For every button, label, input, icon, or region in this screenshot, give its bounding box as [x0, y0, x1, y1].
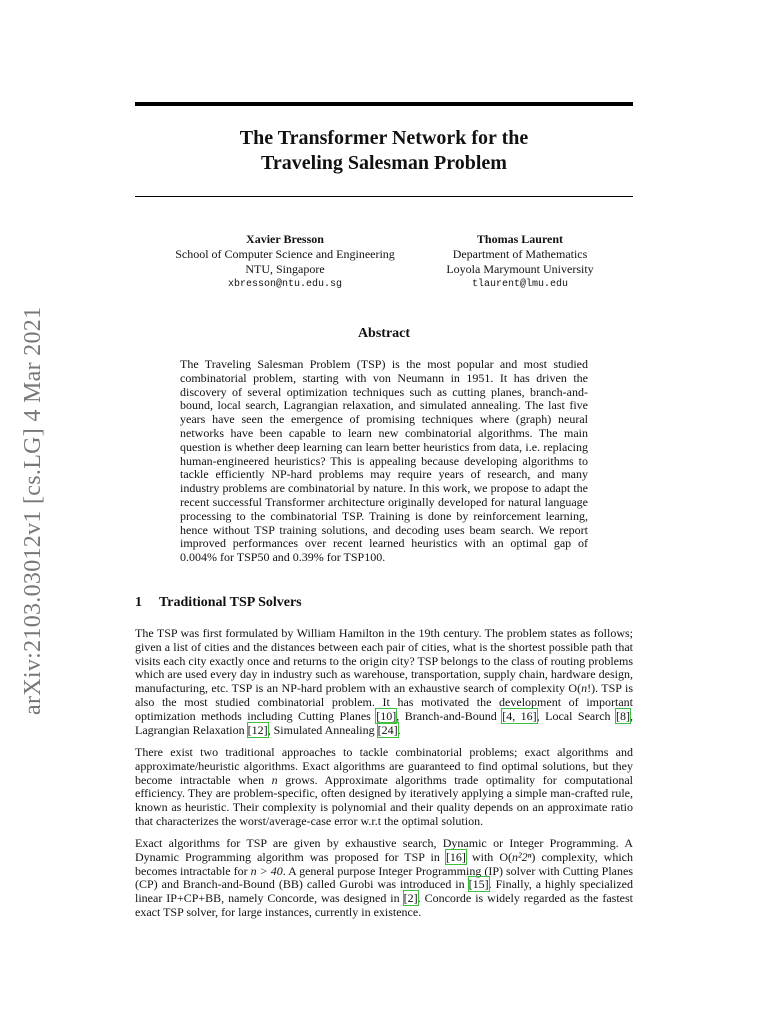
- title-line-1: The Transformer Network for the: [239, 127, 529, 149]
- paragraph-text: ) complexity, which becomes intractable for: [135, 849, 634, 878]
- section-title: Traditional TSP Solvers: [159, 595, 302, 610]
- author-block-2: [430, 232, 610, 292]
- paragraph-text: grows. Approximate algorithms trade optimality for computational efficiency. They are problem-specific, often designed by iteratively applying a simple man-crafted rule, known as heuristic. Their complexity is polynomial and their quality depends on an approximate ratio that characterizes the worst/average-case error w.r.t the optimal solution.: [135, 772, 633, 828]
- section-heading: [135, 595, 302, 611]
- title-line-2: Traveling Salesman Problem: [261, 152, 507, 174]
- paragraph-text: The TSP was first formulated by William Hamilton in the 19th century. The problem states as follows; given a list of cities and the distances between each pair of cities, what is the shortest possible path that visits each city exactly once and returns to the origin city? TSP belongs to the class of routing problems which are used every day in industry such as warehouse, transportation, supply chain, hardware design, manufacturing, etc. TSP is an NP-hard problem with an exhaustive search of complexity O(: [135, 626, 633, 696]
- section-number: 1: [135, 595, 142, 610]
- title-top-rule: [135, 102, 633, 106]
- paragraph-text: , Lagrangian Relaxation: [135, 708, 634, 737]
- citation-link[interactable]: [8]: [616, 708, 631, 723]
- math-inline: n: [581, 681, 588, 696]
- author-name: Xavier Bresson: [246, 232, 324, 246]
- math-inline: n: [271, 772, 278, 787]
- paragraph-text: , Simulated Annealing: [267, 722, 378, 737]
- author-affiliation: Loyola Marymount University: [446, 262, 594, 276]
- paragraph-text: with O(: [465, 849, 513, 864]
- paper-title: [135, 126, 633, 176]
- citation-link[interactable]: [12]: [247, 722, 268, 737]
- author-affiliation: School of Computer Science and Engineering: [175, 247, 395, 261]
- title-bottom-rule: [135, 196, 633, 197]
- citation-link[interactable]: [15]: [468, 877, 489, 892]
- paragraph-text: . Finally, a highly specialized linear IP+CP+BB, namely Concorde, was designed in: [135, 877, 633, 906]
- author-affiliation: Department of Mathematics: [452, 247, 588, 261]
- author-email[interactable]: tlaurent@lmu.edu: [471, 279, 568, 290]
- abstract-heading: Abstract: [357, 326, 411, 341]
- paragraph-2: [135, 746, 633, 829]
- paragraph-text: . Concorde is widely regarded as the fastest exact TSP solver, for large instances, currently in existence.: [135, 891, 633, 919]
- paragraph-text: , Branch-and-Bound: [396, 708, 503, 723]
- author-name: Thomas Laurent: [476, 232, 564, 246]
- author-block-1: [160, 232, 410, 292]
- citation-link[interactable]: [4, 16]: [502, 708, 537, 723]
- citation-link[interactable]: [2]: [403, 891, 418, 906]
- author-affiliation: NTU, Singapore: [245, 262, 325, 276]
- paragraph-text: , Local Search: [536, 708, 617, 723]
- abstract-text: The Traveling Salesman Problem (TSP) is the most popular and most studied combinatorial problem, starting with von Neumann in 1951. It has driven the discovery of several optimization techniques such as cutting planes, branch-and-bound, local search, Lagrangian relaxation, and simulated annealing. The last five years have seen the emergence of promising techniques where (graph) neural networks have been capable to learn new combinatorial algorithms. The main question is whether deep learning can learn better heuristics from data, i.e. replacing human-engineered heuristics? This is appealing because developing algorithms to tackle efficiently NP-hard problems may require years of research, and many industry problems are combinatorial by nature. In this work, we propose to adapt the recent successful Transformer architecture originally developed for natural language processing to the combinatorial TSP. Training is done by reinforcement learning, hence without TSP training solutions, and decoding uses beam search. We report improved performances over recent learned heuristics with an optimal gap of 0.004% for TSP50 and 0.39% for TSP100.: [180, 357, 588, 565]
- paragraph-text: There exist two traditional approaches to tackle combinatorial problems; exact algorithms and approximate/heuristic algorithms. Exact algorithms are guaranteed to find optimal solutions, but they become intractable when: [135, 745, 633, 787]
- math-inline: n²2ⁿ: [512, 849, 532, 864]
- paragraph-1: [135, 627, 633, 737]
- paragraph-3: [135, 837, 633, 920]
- paragraph-text: !). TSP is also the most studied combinatorial problem. It has motivated the development of important optimization methods including Cutting Planes: [135, 681, 633, 723]
- math-inline: n > 40: [250, 863, 283, 878]
- citation-link[interactable]: [24]: [377, 722, 398, 737]
- arxiv-sidebar-stamp: arXiv:2103.03012v1 [cs.LG] 4 Mar 2021: [20, 306, 46, 715]
- author-email[interactable]: xbresson@ntu.edu.sg: [227, 279, 343, 290]
- citation-link[interactable]: [16]: [445, 849, 466, 864]
- paragraph-text: . A general purpose Integer Programming (IP) solver with Cutting Planes (CP) and Branch-and-Bound (BB) called Gurobi was introduced in: [135, 863, 634, 892]
- paragraph-text: Exact algorithms for TSP are given by exhaustive search, Dynamic or Integer Programming. A Dynamic Programming algorithm was proposed for TSP in: [135, 836, 633, 864]
- citation-link[interactable]: [10]: [376, 708, 397, 723]
- paragraph-text: .: [397, 722, 401, 737]
